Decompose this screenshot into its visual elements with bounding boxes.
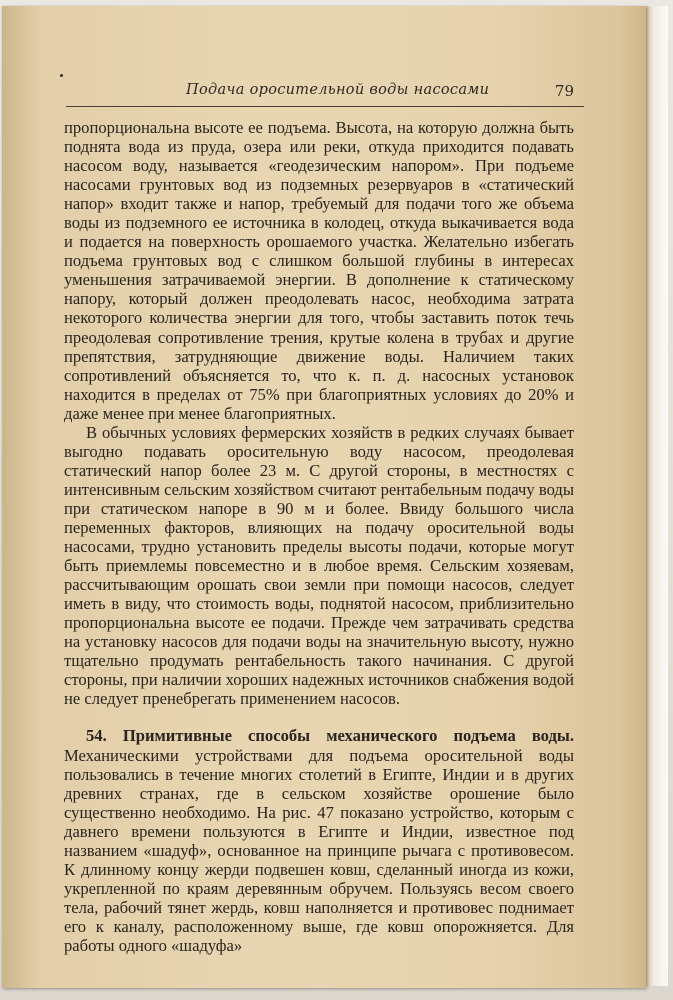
paragraph-2: В обычных условиях фермерских хозяйств в редких случаях бывает выгодно подавать оросительную воду насосом, преодолевая статический напор более 23 м. С другой стороны, в местностях с интенсивным сельским хозяйством считают рентабельным подачу воды при статическом напоре в 90 м и более. Ввиду большого числа переменных факторов, влияющих на подачу оросительной воды насосами, трудно установить пределы высоты подачи, которые могут быть приемлемы повсеместно и в любое время. Сельским хозяевам, рассчитывающим орошать свои земли при помощи насосов, следует иметь в виду, что стоимость воды, поднятой насосом, приблизительно пропорциональна высоте ее подачи. Прежде чем затрачивать средства на установку насосов для подачи воды на значительную высоту, нужно тщательно продумать рентабельность такого начинания. С другой стороны, при наличии хороших надежных источников снабжения водой не следует пренебрегать применением насосов. [64, 422, 574, 709]
book-page [2, 6, 646, 988]
page-edge [644, 6, 668, 986]
paragraph-1: пропорциональна высоте ее подъема. Высота, на которую должна быть поднята вода из пруда, озера или реки, откуда приходится подавать насосом воду, называется «геодезическим напором». При подъеме насосами грунтовых вод из подземных резервуаров в «статический напор» входит также и напор, требуемый для подачи того же объема воды из подземного ее источника в колодец, откуда выкачивается вода и подается на поверхность орошаемого участка. Желательно избегать подъема грунтовых вод с слишком большой глубины в интересах уменьшения затрачиваемой энергии. В дополнение к статическому напору, который должен преодолевать насос, необходима затрата некоторого количества энергии для того, чтобы заставить поток течь преодолевая сопротивление трения, крутые колена в трубах и другие препятствия, затрудняющие движение воды. Наличием таких сопротивлений объясняется то, что к. п. д. насосных установок находится в пределах от 75% при благоприятных условиях до 20% и даже менее при менее благоприятных. [64, 118, 574, 423]
section-text: Механическими устройствами для подъема оросительной воды пользовались в течение многих столетий в Египте, Индии и в других древних странах, где в сельском хозяйстве орошение было существенно необходимо. На рис. 47 показано устройство, которым с давнего времени пользуются в Египте и Индии, известное под названием «шадуф», основанное на принципе рычага с противовесом. К длинному концу жерди подвешен ковш, сделанный иногда из кожи, укрепленной по краям деревянным обручем. Пользуясь весом своего тела, рабочий тянет жердь, ковш наполняется и противовес поднимает его к каналу, расположенному выше, где ковш опорожняется. Для работы одного «шадуфа» [64, 745, 574, 955]
header-rule [66, 106, 584, 107]
section-paragraph [64, 726, 574, 955]
section-title: 54. Примитивные способы механического подъема воды. [86, 726, 574, 746]
print-speck [60, 74, 63, 77]
body-text [64, 118, 574, 955]
section-spacer [64, 708, 574, 726]
page-number: 79 [554, 82, 574, 100]
running-title: Подача оросительной воды насосами [186, 82, 490, 98]
running-head [66, 82, 584, 102]
